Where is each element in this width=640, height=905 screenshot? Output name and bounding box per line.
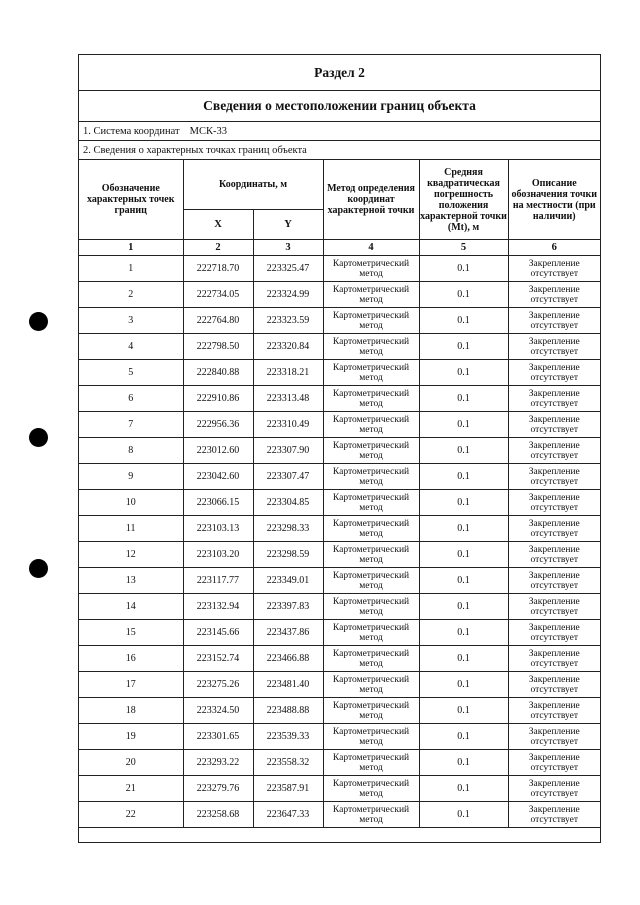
cell-description: Закрепление отсутствует xyxy=(508,802,600,828)
cell-y: 223318.21 xyxy=(253,360,323,386)
cell-point-number: 17 xyxy=(79,672,183,698)
points-table-body xyxy=(79,256,600,847)
cell-x: 223012.60 xyxy=(183,438,253,464)
cell-point-number: 22 xyxy=(79,802,183,828)
cell-accuracy: 0.1 xyxy=(419,360,508,386)
cell-description: Закрепление отсутствует xyxy=(508,542,600,568)
points-table xyxy=(79,160,600,846)
table-row xyxy=(79,568,600,594)
cell-description: Закрепление отсутствует xyxy=(508,672,600,698)
cell-x: 223324.50 xyxy=(183,698,253,724)
cell-description: Закрепление отсутствует xyxy=(508,620,600,646)
cell-description: Закрепление отсутствует xyxy=(508,698,600,724)
cell-accuracy: 0.1 xyxy=(419,568,508,594)
cell-accuracy: 0.1 xyxy=(419,282,508,308)
cell-description: Закрепление отсутствует xyxy=(508,256,600,282)
cell-x: 223275.26 xyxy=(183,672,253,698)
section-title: Раздел 2 xyxy=(79,55,600,91)
section-subtitle: Сведения о местоположении границ объекта xyxy=(79,91,600,122)
cell-description: Закрепление отсутствует xyxy=(508,412,600,438)
table-row xyxy=(79,646,600,672)
cell-y: 223325.47 xyxy=(253,256,323,282)
cell-method: Картометрический метод xyxy=(323,724,419,750)
cell-accuracy: 0.1 xyxy=(419,412,508,438)
cell-description: Закрепление отсутствует xyxy=(508,334,600,360)
cell-method: Картометрический метод xyxy=(323,698,419,724)
cell-x: 222718.70 xyxy=(183,256,253,282)
cell-point-number: 11 xyxy=(79,516,183,542)
cell-y: 223539.33 xyxy=(253,724,323,750)
cell-x: 223117.77 xyxy=(183,568,253,594)
cell-description: Закрепление отсутствует xyxy=(508,646,600,672)
cell-method: Картометрический метод xyxy=(323,282,419,308)
cell-x: 223132.94 xyxy=(183,594,253,620)
cell-accuracy: 0.1 xyxy=(419,750,508,776)
table-row xyxy=(79,672,600,698)
cell-y: 223298.59 xyxy=(253,542,323,568)
table-row xyxy=(79,360,600,386)
cell-y: 223488.88 xyxy=(253,698,323,724)
cell-point-number: 12 xyxy=(79,542,183,568)
cell-point-number: 8 xyxy=(79,438,183,464)
cell-x: 223042.60 xyxy=(183,464,253,490)
cell-point-number: 16 xyxy=(79,646,183,672)
cell-x: 222798.50 xyxy=(183,334,253,360)
punch-hole-bottom xyxy=(29,559,48,578)
cell-description: Закрепление отсутствует xyxy=(508,308,600,334)
table-row xyxy=(79,386,600,412)
cell-y: 223324.99 xyxy=(253,282,323,308)
cell-method: Картометрический метод xyxy=(323,386,419,412)
table-row xyxy=(79,256,600,282)
table-row xyxy=(79,282,600,308)
col-header-y: Y xyxy=(253,210,323,240)
cell-x: 222764.80 xyxy=(183,308,253,334)
cell-x: 223103.13 xyxy=(183,516,253,542)
table-row xyxy=(79,724,600,750)
cell-x: 223066.15 xyxy=(183,490,253,516)
cell-accuracy: 0.1 xyxy=(419,672,508,698)
cell-y: 223307.47 xyxy=(253,464,323,490)
cell-accuracy: 0.1 xyxy=(419,308,508,334)
cell-y: 223310.49 xyxy=(253,412,323,438)
col-number: 6 xyxy=(508,240,600,256)
cell-accuracy: 0.1 xyxy=(419,334,508,360)
points-info-line: 2. Сведения о характерных точках границ объекта xyxy=(79,141,600,160)
cell-method: Картометрический метод xyxy=(323,802,419,828)
cell-point-number: 2 xyxy=(79,282,183,308)
cell-point-number: 1 xyxy=(79,256,183,282)
cell-description: Закрепление отсутствует xyxy=(508,568,600,594)
coordinate-system-label: 1. Система координат xyxy=(83,125,180,137)
cell-method: Картометрический метод xyxy=(323,308,419,334)
col-number: 2 xyxy=(183,240,253,256)
cell-method: Картометрический метод xyxy=(323,412,419,438)
cell-accuracy: 0.1 xyxy=(419,542,508,568)
cell-accuracy: 0.1 xyxy=(419,386,508,412)
punch-hole-middle xyxy=(29,428,48,447)
coordinate-system-line xyxy=(79,122,600,141)
cell-x: 222956.36 xyxy=(183,412,253,438)
col-number: 3 xyxy=(253,240,323,256)
cell-method: Картометрический метод xyxy=(323,776,419,802)
cell-point-number: 4 xyxy=(79,334,183,360)
cell-method: Картометрический метод xyxy=(323,334,419,360)
table-row xyxy=(79,776,600,802)
cell-x: 223293.22 xyxy=(183,750,253,776)
cell-point-number: 5 xyxy=(79,360,183,386)
cell-method: Картометрический метод xyxy=(323,256,419,282)
cell-x: 223301.65 xyxy=(183,724,253,750)
table-row xyxy=(79,620,600,646)
cell-point-number: 21 xyxy=(79,776,183,802)
cell-accuracy: 0.1 xyxy=(419,724,508,750)
table-row xyxy=(79,698,600,724)
cell-x: 223152.74 xyxy=(183,646,253,672)
table-row xyxy=(79,464,600,490)
cell-accuracy: 0.1 xyxy=(419,594,508,620)
table-empty-row xyxy=(79,828,600,847)
cell-y: 223313.48 xyxy=(253,386,323,412)
cell-method: Картометрический метод xyxy=(323,360,419,386)
cell-method: Картометрический метод xyxy=(323,646,419,672)
table-row xyxy=(79,490,600,516)
cell-description: Закрепление отсутствует xyxy=(508,386,600,412)
cell-y: 223304.85 xyxy=(253,490,323,516)
col-number: 1 xyxy=(79,240,183,256)
cell-y: 223349.01 xyxy=(253,568,323,594)
col-number: 5 xyxy=(419,240,508,256)
cell-method: Картометрический метод xyxy=(323,672,419,698)
cell-method: Картометрический метод xyxy=(323,438,419,464)
cell-y: 223298.33 xyxy=(253,516,323,542)
cell-description: Закрепление отсутствует xyxy=(508,516,600,542)
cell-accuracy: 0.1 xyxy=(419,464,508,490)
cell-description: Закрепление отсутствует xyxy=(508,724,600,750)
table-row xyxy=(79,412,600,438)
cell-method: Картометрический метод xyxy=(323,594,419,620)
table-row xyxy=(79,542,600,568)
cell-x: 222734.05 xyxy=(183,282,253,308)
cell-point-number: 13 xyxy=(79,568,183,594)
cell-x: 222840.88 xyxy=(183,360,253,386)
cell-description: Закрепление отсутствует xyxy=(508,594,600,620)
cell-description: Закрепление отсутствует xyxy=(508,776,600,802)
cell-method: Картометрический метод xyxy=(323,568,419,594)
cell-point-number: 10 xyxy=(79,490,183,516)
cell-method: Картометрический метод xyxy=(323,490,419,516)
cell-accuracy: 0.1 xyxy=(419,646,508,672)
cell-method: Картометрический метод xyxy=(323,464,419,490)
cell-point-number: 15 xyxy=(79,620,183,646)
table-row xyxy=(79,308,600,334)
cell-y: 223307.90 xyxy=(253,438,323,464)
cell-method: Картометрический метод xyxy=(323,620,419,646)
cell-description: Закрепление отсутствует xyxy=(508,438,600,464)
cell-point-number: 19 xyxy=(79,724,183,750)
cell-y: 223437.86 xyxy=(253,620,323,646)
cell-y: 223397.83 xyxy=(253,594,323,620)
cell-accuracy: 0.1 xyxy=(419,490,508,516)
col-number: 4 xyxy=(323,240,419,256)
cell-x: 223103.20 xyxy=(183,542,253,568)
cell-point-number: 7 xyxy=(79,412,183,438)
cell-description: Закрепление отсутствует xyxy=(508,750,600,776)
cell-accuracy: 0.1 xyxy=(419,620,508,646)
cell-y: 223587.91 xyxy=(253,776,323,802)
cell-accuracy: 0.1 xyxy=(419,776,508,802)
cell-accuracy: 0.1 xyxy=(419,516,508,542)
cell-x: 223258.68 xyxy=(183,802,253,828)
table-row xyxy=(79,594,600,620)
table-row xyxy=(79,438,600,464)
cell-accuracy: 0.1 xyxy=(419,698,508,724)
cell-method: Картометрический метод xyxy=(323,542,419,568)
cell-y: 223466.88 xyxy=(253,646,323,672)
col-header-accuracy: Средняя квадратическая погрешность положения характерной точки (Mt), м xyxy=(419,160,508,240)
table-row xyxy=(79,802,600,828)
cell-x: 223145.66 xyxy=(183,620,253,646)
cell-description: Закрепление отсутствует xyxy=(508,490,600,516)
cell-method: Картометрический метод xyxy=(323,516,419,542)
col-header-method: Метод определения координат характерной точки xyxy=(323,160,419,240)
cell-description: Закрепление отсутствует xyxy=(508,360,600,386)
cell-accuracy: 0.1 xyxy=(419,256,508,282)
table-row xyxy=(79,750,600,776)
col-header-point: Обозначение характерных точек границ xyxy=(79,160,183,240)
cell-accuracy: 0.1 xyxy=(419,802,508,828)
cell-y: 223320.84 xyxy=(253,334,323,360)
cell-y: 223323.59 xyxy=(253,308,323,334)
col-header-description: Описание обозначения точки на местности (при наличии) xyxy=(508,160,600,240)
cell-y: 223647.33 xyxy=(253,802,323,828)
document-frame xyxy=(78,54,601,843)
empty-cell xyxy=(79,828,600,847)
cell-description: Закрепление отсутствует xyxy=(508,282,600,308)
cell-point-number: 9 xyxy=(79,464,183,490)
cell-y: 223558.32 xyxy=(253,750,323,776)
table-row xyxy=(79,516,600,542)
cell-y: 223481.40 xyxy=(253,672,323,698)
cell-point-number: 3 xyxy=(79,308,183,334)
cell-point-number: 20 xyxy=(79,750,183,776)
cell-x: 223279.76 xyxy=(183,776,253,802)
cell-method: Картометрический метод xyxy=(323,750,419,776)
col-header-coords: Координаты, м xyxy=(183,160,323,210)
cell-description: Закрепление отсутствует xyxy=(508,464,600,490)
cell-point-number: 14 xyxy=(79,594,183,620)
punch-hole-top xyxy=(29,312,48,331)
cell-x: 222910.86 xyxy=(183,386,253,412)
coordinate-system-value: МСК-33 xyxy=(189,125,227,137)
col-header-x: X xyxy=(183,210,253,240)
cell-point-number: 6 xyxy=(79,386,183,412)
cell-point-number: 18 xyxy=(79,698,183,724)
table-row xyxy=(79,334,600,360)
cell-accuracy: 0.1 xyxy=(419,438,508,464)
